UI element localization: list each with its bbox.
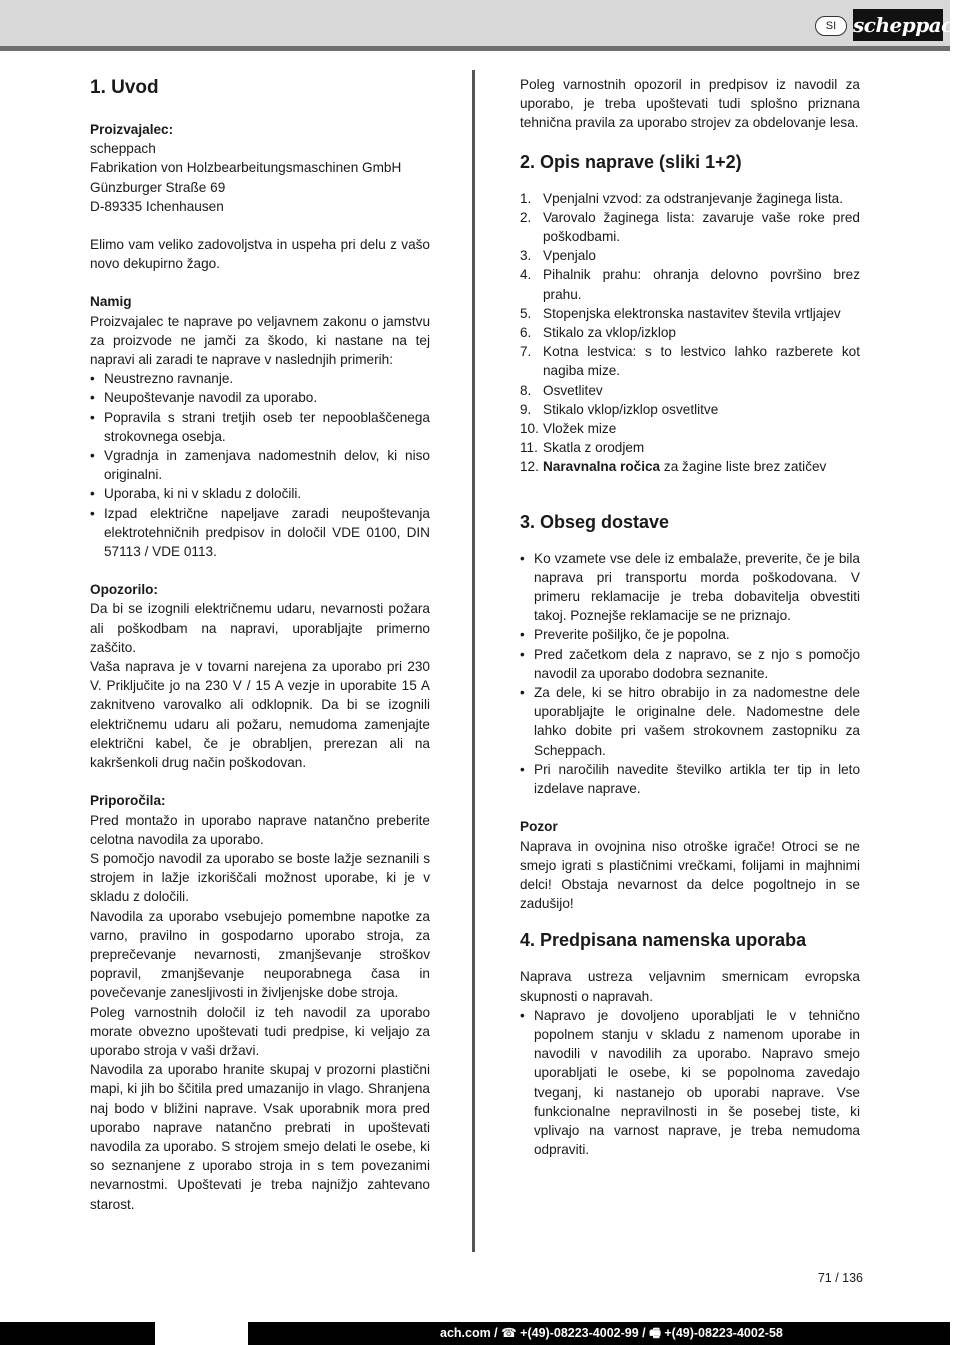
caution-label: Pozor <box>520 819 558 835</box>
usage-intro: Naprava ustreza veljavnim smernicam evropska skupnosti o napravah. <box>520 969 860 1004</box>
warning-label: Opozorilo: <box>90 582 158 598</box>
list-item: 12. Naravnalna ročica za žagine liste brez zatičev <box>520 459 827 475</box>
manufacturer-street: Günzburger Straße 69 <box>90 179 226 195</box>
header-bar <box>0 0 950 46</box>
recommendation-paragraph: Navodila za uporabo hranite skupaj v prozorni plastični mapi, ki jih bo ščitila pred umazanijo in vlago. Shranjena naj bodo v bližini naprave. Vsak uporabnik mora pred uporabo naprave natančno prebrati in upoštevati navodila za uporabo. S strojem smejo delati le osebe, ki so seznanjene z uporabo stroja in s tem povezanimi nevarnostmi. Upoštevati je treba najnižjo zahtevano starost. <box>90 1062 430 1212</box>
list-item: • Ko vzamete vse dele iz embalaže, preverite, če je bila naprava pri transportu morda poškodovana. V primeru reklamacije je treba dobavitelja obvestiti takoj. Poznejše reklamacije se ne priznajo. <box>520 549 860 626</box>
list-item: 5. Stopenjska elektronska nastavitev števila vrtljajev <box>520 305 841 321</box>
footer-bar-left <box>0 1322 155 1345</box>
list-item: • Za dele, ki se hitro obrabijo in za nadomestne dele uporabljajte le originalne dele. Nadomestne dele lahko dobite pri vašem strokovnem zastopniku za Scheppach. <box>520 683 860 760</box>
list-item: 11. Skatla z orodjem <box>520 440 645 456</box>
warning-text-voltage: Vaša naprava je v tovarni narejena za uporabo pri 230 V. Priključite jo na 230 V / 15 A vezje in uporabite 15 A zaknitveno varovalko ali odklopnik. Da bi se izognili električnemu udaru ali požaru, nemudoma zamenjajte električni kabel, če je obrabljen, prerezan ali na kakršenkoli drug način poškodovan. <box>90 659 430 771</box>
list-item: • Izpad električne napeljave zaradi neupoštevanja elektrotehničnih predpisov in določil VDE 0100, DIN 57113 / VDE 0113. <box>90 504 430 562</box>
footer-contact-bar: ach.com / ☎ +(49)-08223-4002-99 / 🖷 +(49)-08223-4002-58 <box>248 1322 950 1345</box>
list-item: • Vgradnja in zamenjava nadomestnih delov, ki niso originalni. <box>90 446 430 484</box>
list-item: • Neupoštevanje navodil za uporabo. <box>90 388 430 407</box>
manufacturer-city: D-89335 Ichenhausen <box>90 198 224 214</box>
section-2-title: 2. Opis naprave (sliki 1+2) <box>520 151 742 172</box>
list-item: 4. Pihalnik prahu: ohranja delovno površino brez prahu. <box>520 267 860 302</box>
tip-list <box>90 369 430 561</box>
list-item: • Pri naročilih navedite številko artikla ter tip in leto izdelave naprave. <box>520 760 860 798</box>
section-1-title: 1. Uvod <box>90 77 159 98</box>
usage-list <box>520 1006 860 1160</box>
manufacturer-company: Fabrikation von Holzbearbeitungsmaschinen GmbH <box>90 160 402 176</box>
list-item: 6. Stikalo za vklop/izklop <box>520 325 676 341</box>
list-item: • Napravo je dovoljeno uporabljati le v tehnično popolnem stanju v skladu z namenom uporabe in navodili v navodilih za uporabo. Napravo smejo uporabljati le osebe, ki se popolnoma zavedajo tveganj, ki nastanejo ob uporabi naprave. Vse funkcionalne nepravilnosti in še posebej tiste, ki vplivajo na varnost naprave, je treba nemudoma odpraviti. <box>520 1006 860 1160</box>
recommendation-paragraph: S pomočjo navodil za uporabo se boste lažje seznanili s strojem in lažje izkoriščali možnost uporabe, ki je v skladu z določili. <box>90 850 430 905</box>
delivery-list <box>520 549 860 799</box>
intro-text: Poleg varnostnih opozoril in predpisov iz navodil za uporabo, je treba upoštevati tudi splošno priznana tehnična pravila za uporabo strojev za obdelovanje lesa. <box>520 77 860 131</box>
list-item: 10. Vložek mize <box>520 421 617 437</box>
list-item: 9. Stikalo vklop/izklop osvetlitve <box>520 401 719 417</box>
manufacturer-label: Proizvajalec: <box>90 122 174 137</box>
device-parts-list <box>520 189 860 477</box>
warning-text: Da bi se izognili električnemu udaru, nevarnosti požara ali poškodbam na napravi, uporabljajte primerno zaščito. <box>90 601 430 655</box>
page-number: 71 / 136 <box>817 1271 863 1285</box>
list-item: 7. Kotna lestvica: s to lestvico lahko razberete kot nagiba mize. <box>520 344 860 379</box>
list-item: • Preverite pošiljko, če je popolna. <box>520 625 860 644</box>
list-item: • Popravila s strani tretjih oseb ter nepooblaščenega strokovnega osebja. <box>90 408 430 446</box>
caution-text: Naprava in ovojnina niso otroške igrače! Otroci se ne smejo igrati s plastičnimi vrečkami, folijami in majhnimi delci! Obstaja nevarnost da delce pogoltnejo in se zadušijo! <box>520 838 860 912</box>
recommendation-paragraph: Poleg varnostnih določil iz teh navodil za uporabo morate obvezno upoštevati tudi predpise, ki veljajo za uporabo stroja v vaši državi. <box>90 1004 430 1058</box>
section-3-title: 3. Obseg dostave <box>520 511 670 532</box>
list-item: 1. Vpenjalni vzvod: za odstranjevanje žaginega lista. <box>520 190 844 206</box>
right-column <box>520 75 860 1159</box>
recommendation-paragraph: Navodila za uporabo vsebujejo pomembne napotke za varno, pravilno in gospodarno uporabo stroja, za preprečevanje nevarnosti, zmanjševanje stroškov popravil, zmanjševanje neuporabnega časa in povečevanje zanesljivosti in življenjske dobe stroja. <box>90 908 430 1001</box>
tip-label: Namig <box>90 294 132 310</box>
language-badge: SI <box>815 16 847 36</box>
list-item: 2. Varovalo žaginega lista: zavaruje vaše roke pred poškodbami. <box>520 209 860 245</box>
alignment-lever-label: Naravnalna ročica <box>543 459 661 475</box>
tip-text: Proizvajalec te naprave po veljavnem zakonu o jamstvu za proizvode ne jamči za škodo, ki nastane na tej napravi ali zaradi te naprave v naslednjih primerih: <box>90 313 430 368</box>
list-item: 3. Vpenjalo <box>520 248 596 264</box>
list-item: • Uporaba, ki ni v skladu z določili. <box>90 484 430 503</box>
brand-logo: scheppach <box>853 9 943 41</box>
manufacturer-name: scheppach <box>90 141 156 157</box>
column-divider <box>472 70 475 1252</box>
recommendation-paragraph: Pred montažo in uporabo naprave natančno preberite celotna navodila za uporabo. <box>90 812 430 847</box>
header-divider <box>0 46 950 51</box>
left-column <box>90 75 430 1214</box>
section-4-title: 4. Predpisana namenska uporaba <box>520 930 807 951</box>
list-item: 8. Osvetlitev <box>520 382 603 398</box>
list-item: • Neustrezno ravnanje. <box>90 369 430 388</box>
list-item: • Pred začetkom dela z napravo, se z njo s pomočjo navodil za uporabo dodobra seznanite. <box>520 645 860 683</box>
greeting-text: Elimo vam veliko zadovoljstva in uspeha pri delu z vašo novo dekupirno žago. <box>90 237 430 272</box>
recommendations-label: Priporočila: <box>90 793 166 809</box>
